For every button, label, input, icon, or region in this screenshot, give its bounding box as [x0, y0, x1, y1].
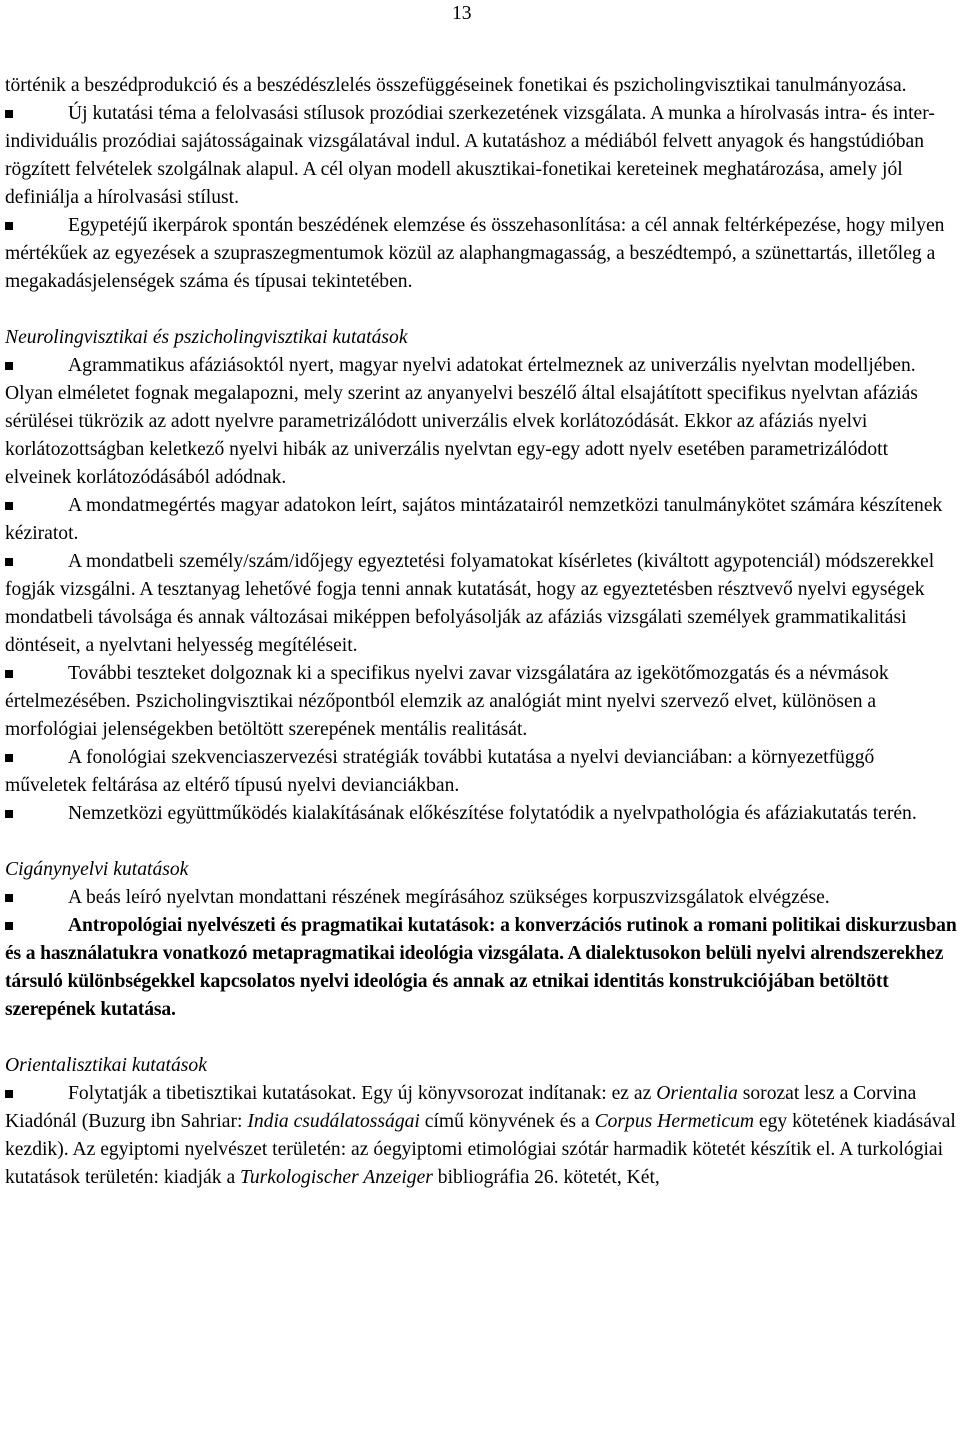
bullet-text: A beás leíró nyelvtan mondattani részének megírásához szükséges korpuszvizsgálatok elvégzése.	[68, 887, 830, 908]
page-number: 13	[452, 3, 472, 24]
square-bullet-icon	[5, 222, 13, 230]
section-heading-romani: Cigánynyelvi kutatások	[5, 859, 189, 880]
bullet-text: A fonológiai szekvenciaszervezési stratégiák további kutatása a nyelvi devianciában: a környezetfüggő műveletek feltárása az eltérő típusú nyelvi devianciákban.	[5, 747, 875, 796]
bullet-item-bold	[5, 912, 957, 1024]
bullet-text: Agrammatikus afáziásoktól nyert, magyar nyelvi adatokat értelmeznek az univerzális nyelvtan modelljében. Olyan elméletet fognak megalapozni, mely szerint az anyanyelvi beszélő által elsajátított specifikus nyelvtan afáziás sérülései tükrözik az adott nyelvre parametrizálódott univerzális elvek korlátozódását. Ekkor az afáziás nyelvi korlátozottságban keletkező nyelvi hibák az univerzális nyelvtan egy-egy adott nyelv esetében parametrizálódott elveinek korlátozódásából adódnak.	[5, 355, 918, 488]
bullet-text: A mondatmegértés magyar adatokon leírt, sajátos mintázatairól nemzetközi tanulmánykötet számára készítenek kéziratot.	[5, 495, 943, 544]
square-bullet-icon	[5, 810, 13, 818]
bullet-item	[5, 548, 957, 660]
bullet-item	[5, 800, 957, 828]
bullet-text: Antropológiai nyelvészeti és pragmatikai kutatások: a konverzációs rutinok a romani politikai diskurzusban és a használatukra vonatkozó metapragmatikai ideológia vizsgálata. A dialektusokon belüli nyelvi alrendszerekhez társuló különbségekkel kapcsolatos nyelvi ideológia és annak az etnikai identitás konstrukciójában betöltött szerepének kutatása.	[5, 915, 957, 1020]
bullet-text: Folytatják a tibetisztikai kutatásokat. Egy új könyvsorozat indítanak: ez az	[68, 1083, 657, 1104]
page-content	[5, 72, 957, 1192]
bullet-text: További teszteket dolgoznak ki a specifikus nyelvi zavar vizsgálatára az igekötőmozgatás és a névmások értelmezésében. Pszicholingvisztikai nézőpontból elemzik az analógiát mint nyelvi szervező elvet, különösen a morfológiai jelenségekben betöltött szerepének mentális realitását.	[5, 663, 889, 740]
square-bullet-icon	[5, 670, 13, 678]
square-bullet-icon	[5, 110, 13, 118]
italic-title: Orientalia	[656, 1083, 738, 1104]
bullet-text: sorozat lesz a Corvina Kiadónál (Buzurg ibn Sahriar:	[5, 1083, 917, 1132]
bullet-item	[5, 660, 957, 744]
bullet-text: című könyvének és a	[419, 1111, 595, 1132]
bullet-text: A mondatbeli személy/szám/időjegy egyeztetési folyamatokat kísérletes (kiváltott agypotenciál) módszerekkel fogják vizsgálni. A tesztanyag lehetővé fogja tenni annak kutatását, hogy az egyeztetésben résztvevő nyelvi egységek mondatbeli távolsága és annak változásai miképpen befolyásolják az afáziás vizsgálati személyek grammatikalitási döntéseit, a nyelvtani helyesség megítéléseit.	[5, 551, 935, 656]
italic-title: Turkologischer Anzeiger	[240, 1167, 433, 1188]
bullet-item	[5, 1080, 957, 1192]
section-heading-neurolinguistics: Neurolingvisztikai és pszicholingvisztikai kutatások	[5, 327, 408, 348]
section-heading-oriental: Orientalisztikai kutatások	[5, 1055, 207, 1076]
bullet-text: egy kötetének kiadásával kezdik). Az egyiptomi nyelvészet területén: az óegyiptomi etimológiai szótár harmadik kötetét készítik el. A turkológiai kutatások területén: kiadják a	[5, 1111, 956, 1188]
square-bullet-icon	[5, 754, 13, 762]
bullet-item	[5, 492, 957, 548]
bullet-item	[5, 352, 957, 492]
bullet-text: Nemzetközi együttműködés kialakításának előkészítése folytatódik a nyelvpathológia és afáziakutatás terén.	[68, 803, 917, 824]
bullet-text: Új kutatási téma a felolvasási stílusok prozódiai szerkezetének vizsgálata. A munka a hírolvasás intra- és inter-individuális prozódiai sajátosságainak vizsgálatával indul. A kutatáshoz a médiából felvett anyagok és hangstúdióban rögzített felvételek szolgálnak alapul. A cél olyan modell akusztikai-fonetikai kereteinek meghatározása, amely jól definiálja a hírolvasási stílust.	[5, 103, 935, 208]
square-bullet-icon	[5, 558, 13, 566]
bullet-item	[5, 212, 957, 296]
square-bullet-icon	[5, 362, 13, 370]
bullet-item	[5, 100, 957, 212]
square-bullet-icon	[5, 502, 13, 510]
bullet-text: bibliográfia 26. kötetét, Két,	[432, 1167, 660, 1188]
square-bullet-icon	[5, 922, 13, 930]
italic-title: India csudálatosságai	[247, 1111, 420, 1132]
intro-paragraph: történik a beszédprodukció és a beszédészlelés összefüggéseinek fonetikai és pszicholingvisztikai tanulmányozása.	[5, 75, 907, 96]
italic-title: Corpus Hermeticum	[594, 1111, 755, 1132]
bullet-item	[5, 884, 957, 912]
square-bullet-icon	[5, 1090, 13, 1098]
square-bullet-icon	[5, 894, 13, 902]
bullet-item	[5, 744, 957, 800]
bullet-text: Egypetéjű ikerpárok spontán beszédének elemzése és összehasonlítása: a cél annak feltérképezése, hogy milyen mértékűek az egyezések a szupraszegmentumok közül az alaphangmagasság, a beszédtempó, a szünettartás, illetőleg a megakadásjelenségek száma és típusai tekintetében.	[5, 215, 945, 292]
